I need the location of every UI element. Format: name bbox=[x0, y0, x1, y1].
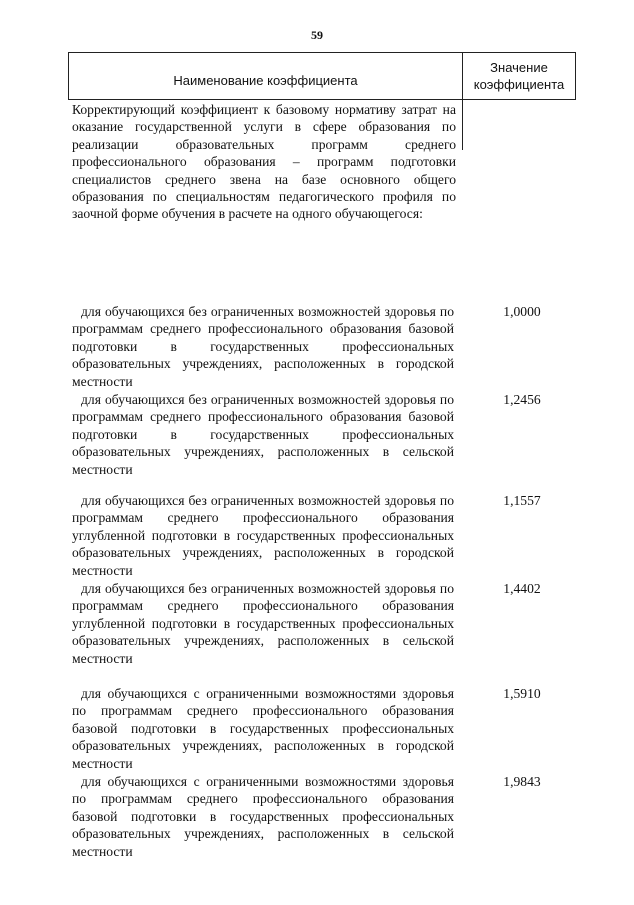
row-description: для обучающихся без ограниченных возможностей здоровья по программам среднего профессионального образования базовой подготовки в государственных профессиональных образовательных учреждениях, расположенных в сельской местности bbox=[72, 392, 454, 477]
table-header bbox=[68, 52, 576, 100]
row-description: для обучающихся с ограниченными возможностями здоровья по программам среднего профессионального образования базовой подготовки в государственных профессиональных образовательных учреждениях, расположенных в сельской местности bbox=[72, 774, 454, 859]
table-row bbox=[68, 391, 576, 478]
page-number: 59 bbox=[311, 28, 323, 42]
header-value-column bbox=[463, 53, 575, 99]
row-value: 1,9843 bbox=[503, 774, 541, 789]
row-description: для обучающихся без ограниченных возможностей здоровья по программам среднего профессионального образования базовой подготовки в государственных профессиональных образовательных учреждениях, расположенных в городской местности bbox=[72, 304, 454, 389]
table-body bbox=[68, 100, 576, 859]
header-name-column: Наименование коэффициента bbox=[69, 53, 463, 99]
row-value: 1,0000 bbox=[503, 304, 541, 319]
row-description: для обучающихся без ограниченных возможностей здоровья по программам среднего профессионального образования углубленной подготовки в государственных профессиональных образовательных учреждениях, расположенных в сельской местности bbox=[72, 581, 454, 666]
row-value: 1,1557 bbox=[503, 493, 541, 508]
table-row bbox=[68, 492, 576, 579]
table-row bbox=[68, 685, 576, 772]
intro-text: Корректирующий коэффициент к базовому нормативу затрат на оказание государственной услуги в сфере образования по реализации образовательных программ среднего профессионального образования – программ подготовки специалистов среднего звена на базе основного общего образования по специальностям педагогического профиля по заочной форме обучения в расчете на одного обучающегося: bbox=[72, 102, 456, 222]
table-row bbox=[68, 773, 576, 860]
row-value: 1,2456 bbox=[503, 392, 541, 407]
table-row bbox=[68, 580, 576, 667]
row-description: для обучающихся без ограниченных возможностей здоровья по программам среднего профессионального образования углубленной подготовки в государственных профессиональных образовательных учреждениях, расположенных в городской местности bbox=[72, 493, 454, 578]
table-row bbox=[68, 303, 576, 390]
column-divider bbox=[462, 100, 463, 150]
header-value-line2: коэффициента bbox=[473, 77, 565, 92]
row-value: 1,5910 bbox=[503, 686, 541, 701]
header-value-line1: Значение bbox=[490, 60, 548, 75]
coefficient-table bbox=[68, 52, 576, 859]
row-value: 1,4402 bbox=[503, 581, 541, 596]
row-description: для обучающихся с ограниченными возможностями здоровья по программам среднего профессионального образования базовой подготовки в государственных профессиональных образовательных учреждениях, расположенных в городской местности bbox=[72, 686, 454, 771]
